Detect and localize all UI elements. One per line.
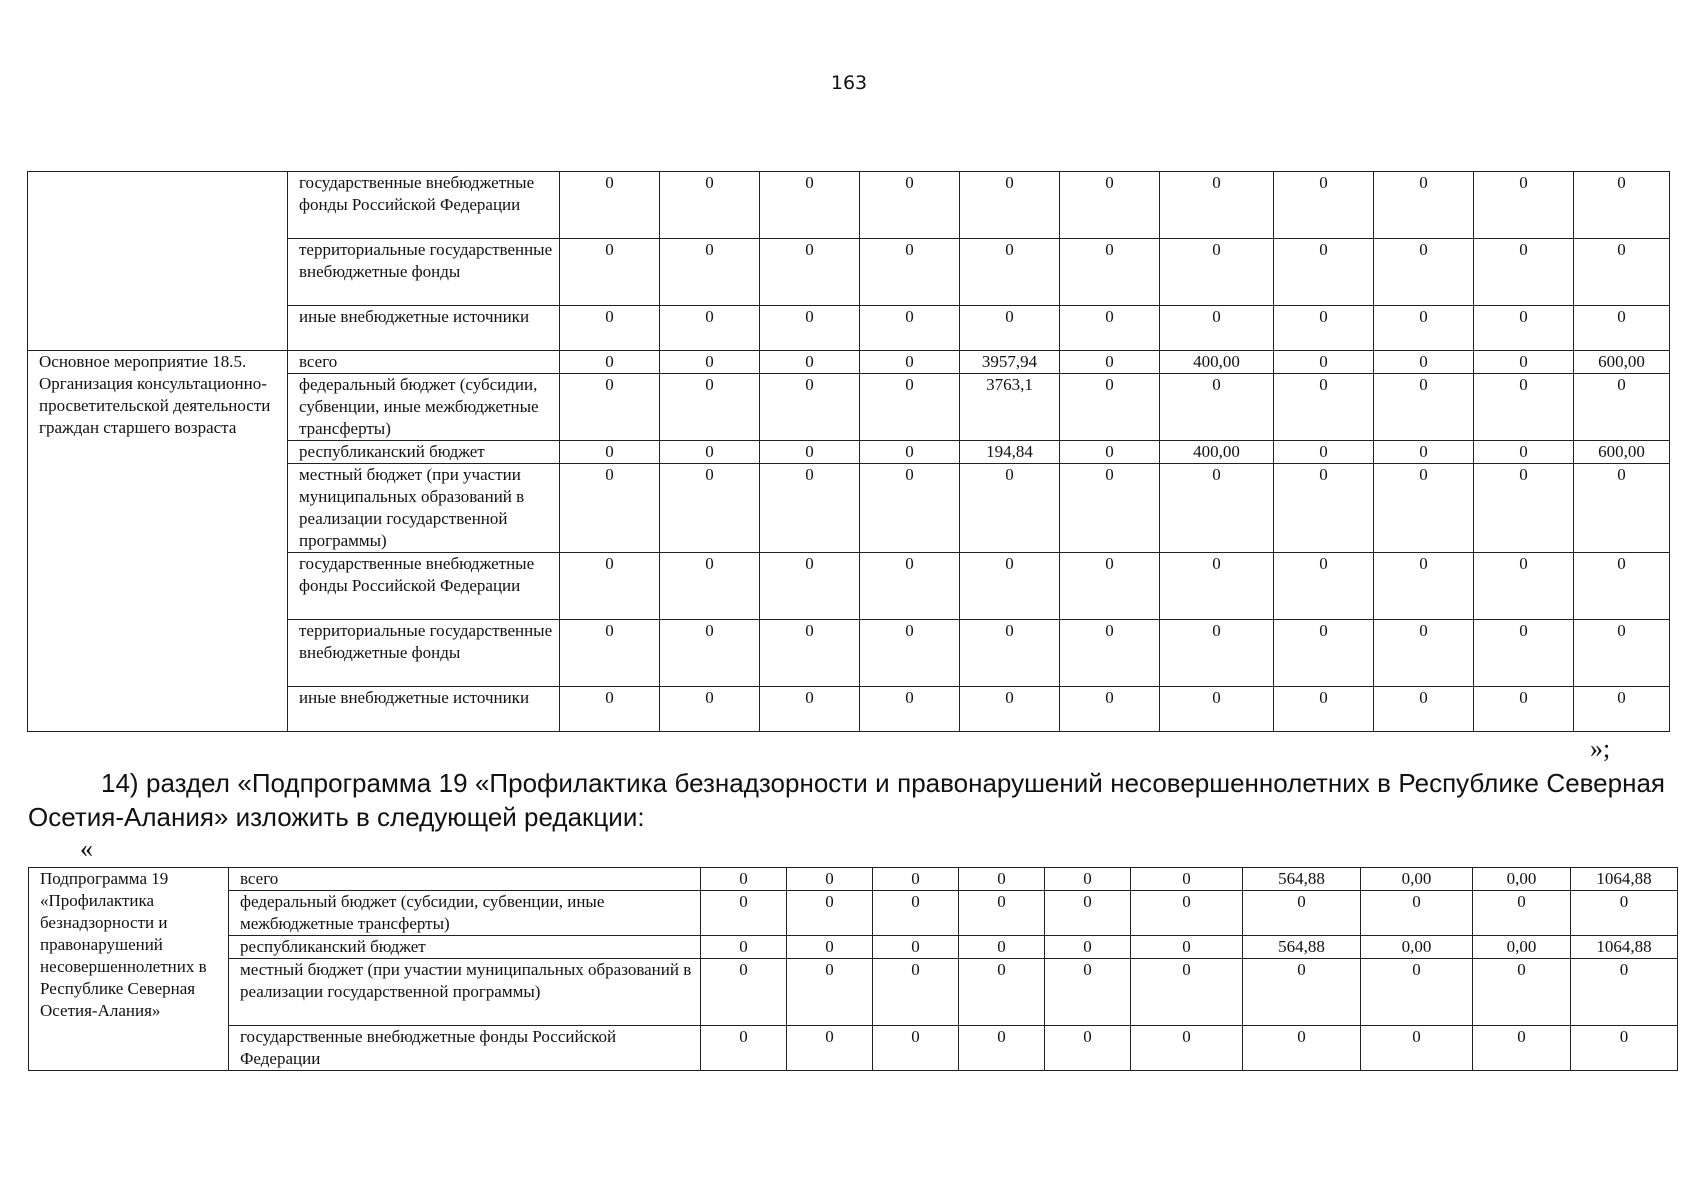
value-cell: 0 (1574, 374, 1670, 441)
value-cell: 0 (1160, 172, 1274, 239)
value-cell: 0 (760, 374, 860, 441)
value-cell: 0 (560, 239, 660, 306)
funding-source-cell: всего (229, 868, 701, 891)
value-cell: 0 (560, 620, 660, 687)
value-cell: 0 (1473, 1026, 1571, 1071)
table-row (29, 868, 1678, 891)
value-cell: 0 (1374, 620, 1474, 687)
table-row (29, 959, 1678, 1026)
funding-source-cell: федеральный бюджет (субсидии, субвенции, иные межбюджетные трансферты) (288, 374, 560, 441)
value-cell: 0 (860, 553, 960, 620)
value-cell: 0 (1574, 172, 1670, 239)
value-cell: 0 (1060, 351, 1160, 374)
value-cell: 0 (1060, 441, 1160, 464)
value-cell: 0 (1060, 306, 1160, 351)
value-cell: 0 (1274, 239, 1374, 306)
empty-title-cell (28, 172, 288, 351)
value-cell: 0 (760, 464, 860, 553)
funding-source-cell: территориальные государственные внебюджетные фонды (288, 239, 560, 306)
value-cell: 0 (1374, 374, 1474, 441)
value-cell: 0 (1274, 351, 1374, 374)
value-cell: 0 (560, 441, 660, 464)
value-cell: 0 (959, 959, 1045, 1026)
value-cell: 0 (787, 959, 873, 1026)
value-cell: 0 (760, 553, 860, 620)
value-cell: 0,00 (1473, 936, 1571, 959)
value-cell: 0 (760, 306, 860, 351)
value-cell: 0 (1474, 239, 1574, 306)
value-cell: 0 (960, 620, 1060, 687)
value-cell: 0 (1060, 172, 1160, 239)
amendment-paragraph: 14) раздел «Подпрограмма 19 «Профилактика безнадзорности и правонарушений несовершеннолетних в Республике Северная Осетия-Алания» изложить в следующей редакции: (28, 768, 1665, 832)
value-cell: 0 (660, 620, 760, 687)
value-cell: 0 (560, 306, 660, 351)
value-cell: 0 (1060, 239, 1160, 306)
value-cell: 0 (960, 687, 1060, 732)
funding-source-cell: федеральный бюджет (субсидии, субвенции, иные межбюджетные трансферты) (229, 891, 701, 936)
value-cell: 0 (1474, 351, 1574, 374)
value-cell: 0 (1374, 464, 1474, 553)
value-cell: 0 (660, 441, 760, 464)
value-cell: 0 (1045, 868, 1131, 891)
value-cell: 0 (1045, 891, 1131, 936)
value-cell: 0 (1274, 464, 1374, 553)
value-cell: 0 (1574, 306, 1670, 351)
value-cell: 0 (1243, 891, 1361, 936)
funding-source-cell: всего (288, 351, 560, 374)
value-cell: 0 (1571, 959, 1678, 1026)
value-cell: 0 (1160, 553, 1274, 620)
funding-source-cell: иные внебюджетные источники (288, 687, 560, 732)
value-cell: 0 (760, 351, 860, 374)
value-cell: 0 (960, 464, 1060, 553)
value-cell: 0 (1131, 868, 1243, 891)
funding-source-cell: государственные внебюджетные фонды Российской Федерации (288, 553, 560, 620)
subprogram-title-cell: Подпрограмма 19 «Профилактика безнадзорности и правонарушений несовершеннолетних в Республике Северная Осетия-Алания» (29, 868, 229, 1071)
funding-source-cell: республиканский бюджет (288, 441, 560, 464)
value-cell: 0 (1474, 620, 1574, 687)
value-cell: 0 (1060, 620, 1160, 687)
value-cell: 0 (960, 172, 1060, 239)
value-cell: 0 (787, 891, 873, 936)
value-cell: 0 (1374, 172, 1474, 239)
value-cell: 0 (1160, 464, 1274, 553)
value-cell: 0,00 (1361, 868, 1473, 891)
value-cell: 0 (1045, 936, 1131, 959)
value-cell: 0 (860, 172, 960, 239)
value-cell: 0 (1274, 553, 1374, 620)
value-cell: 0 (860, 351, 960, 374)
value-cell: 0 (873, 1026, 959, 1071)
value-cell: 0 (873, 936, 959, 959)
value-cell: 0 (1274, 172, 1374, 239)
value-cell: 0 (1474, 553, 1574, 620)
value-cell: 0 (701, 959, 787, 1026)
value-cell: 3957,94 (960, 351, 1060, 374)
value-cell: 0 (560, 553, 660, 620)
value-cell: 0 (1045, 1026, 1131, 1071)
value-cell: 0 (960, 306, 1060, 351)
funding-source-cell: местный бюджет (при участии муниципальных образований в реализации государственной программы) (288, 464, 560, 553)
value-cell: 0 (1131, 891, 1243, 936)
value-cell: 0 (660, 687, 760, 732)
value-cell: 0 (1060, 374, 1160, 441)
value-cell: 0 (701, 891, 787, 936)
value-cell: 0 (787, 1026, 873, 1071)
value-cell: 0 (560, 172, 660, 239)
table-row (29, 1026, 1678, 1071)
value-cell: 0 (560, 464, 660, 553)
table-row (28, 351, 1670, 374)
table-row (28, 172, 1670, 239)
value-cell: 0 (860, 374, 960, 441)
event-title-cell: Основное мероприятие 18.5. Организация консультационно-просветительской деятельности граждан старшего возраста (28, 351, 288, 732)
value-cell: 0 (760, 620, 860, 687)
value-cell: 0 (701, 936, 787, 959)
value-cell: 0 (1131, 959, 1243, 1026)
value-cell: 0 (860, 306, 960, 351)
value-cell: 0 (760, 441, 860, 464)
value-cell: 0 (959, 936, 1045, 959)
value-cell: 0 (787, 936, 873, 959)
value-cell: 0 (1274, 687, 1374, 732)
value-cell: 400,00 (1160, 441, 1274, 464)
opening-quote: « (80, 834, 93, 863)
value-cell: 0 (1374, 687, 1474, 732)
value-cell: 194,84 (960, 441, 1060, 464)
value-cell: 0 (760, 687, 860, 732)
value-cell: 600,00 (1574, 351, 1670, 374)
value-cell: 0 (1574, 553, 1670, 620)
value-cell: 0 (959, 891, 1045, 936)
value-cell: 0 (873, 959, 959, 1026)
value-cell: 0 (660, 351, 760, 374)
value-cell: 0 (660, 306, 760, 351)
page-number: 163 (830, 72, 868, 94)
value-cell: 0 (1374, 351, 1474, 374)
value-cell: 0 (701, 1026, 787, 1071)
value-cell: 0 (1274, 620, 1374, 687)
value-cell: 0 (873, 891, 959, 936)
value-cell: 0 (1361, 891, 1473, 936)
value-cell: 0 (1374, 553, 1474, 620)
funding-table-subprogram-19 (28, 867, 1678, 1071)
value-cell: 0 (1243, 959, 1361, 1026)
value-cell: 0 (1474, 172, 1574, 239)
value-cell: 0 (1574, 687, 1670, 732)
value-cell: 0 (560, 687, 660, 732)
value-cell: 0 (1474, 687, 1574, 732)
value-cell: 564,88 (1243, 868, 1361, 891)
value-cell: 0 (1474, 306, 1574, 351)
value-cell: 0 (660, 239, 760, 306)
value-cell: 0 (1574, 620, 1670, 687)
value-cell: 0 (560, 374, 660, 441)
closing-quote: »; (1590, 734, 1611, 763)
value-cell: 0 (959, 1026, 1045, 1071)
value-cell: 0 (701, 868, 787, 891)
value-cell: 0 (1160, 306, 1274, 351)
value-cell: 0 (959, 868, 1045, 891)
value-cell: 0 (960, 553, 1060, 620)
value-cell: 0 (760, 239, 860, 306)
value-cell: 0 (1131, 1026, 1243, 1071)
value-cell: 0 (1474, 374, 1574, 441)
value-cell: 600,00 (1574, 441, 1670, 464)
value-cell: 0 (1274, 441, 1374, 464)
funding-source-cell: местный бюджет (при участии муниципальных образований в реализации государственной программы) (229, 959, 701, 1026)
funding-source-cell: республиканский бюджет (229, 936, 701, 959)
funding-table-event-18-5 (27, 171, 1670, 732)
value-cell: 0 (860, 239, 960, 306)
value-cell: 0 (760, 172, 860, 239)
value-cell: 0 (1160, 620, 1274, 687)
value-cell: 0 (860, 620, 960, 687)
value-cell: 0 (860, 687, 960, 732)
value-cell: 0 (873, 868, 959, 891)
value-cell: 0 (1160, 687, 1274, 732)
table-row (29, 891, 1678, 936)
value-cell: 0 (860, 441, 960, 464)
value-cell: 0 (1574, 239, 1670, 306)
value-cell: 0 (560, 351, 660, 374)
table-row (29, 936, 1678, 959)
value-cell: 0,00 (1361, 936, 1473, 959)
value-cell: 0 (1274, 306, 1374, 351)
value-cell: 564,88 (1243, 936, 1361, 959)
funding-source-cell: территориальные государственные внебюджетные фонды (288, 620, 560, 687)
value-cell: 0 (1571, 1026, 1678, 1071)
value-cell: 0 (1574, 464, 1670, 553)
value-cell: 0 (860, 464, 960, 553)
value-cell: 0 (1473, 959, 1571, 1026)
value-cell: 1064,88 (1571, 936, 1678, 959)
value-cell: 0 (1160, 239, 1274, 306)
value-cell: 0 (660, 464, 760, 553)
value-cell: 0 (1474, 464, 1574, 553)
funding-source-cell: государственные внебюджетные фонды Российской Федерации (288, 172, 560, 239)
value-cell: 0 (1361, 959, 1473, 1026)
value-cell: 0 (1374, 441, 1474, 464)
value-cell: 0,00 (1473, 868, 1571, 891)
funding-source-cell: государственные внебюджетные фонды Российской Федерации (229, 1026, 701, 1071)
value-cell: 0 (1474, 441, 1574, 464)
value-cell: 0 (660, 553, 760, 620)
value-cell: 0 (1473, 891, 1571, 936)
value-cell: 0 (660, 374, 760, 441)
value-cell: 0 (1361, 1026, 1473, 1071)
value-cell: 0 (1045, 959, 1131, 1026)
value-cell: 0 (1243, 1026, 1361, 1071)
value-cell: 0 (1160, 374, 1274, 441)
value-cell: 0 (787, 868, 873, 891)
value-cell: 0 (660, 172, 760, 239)
value-cell: 0 (1374, 306, 1474, 351)
value-cell: 0 (960, 239, 1060, 306)
value-cell: 0 (1060, 464, 1160, 553)
value-cell: 1064,88 (1571, 868, 1678, 891)
value-cell: 0 (1060, 553, 1160, 620)
value-cell: 400,00 (1160, 351, 1274, 374)
value-cell: 0 (1274, 374, 1374, 441)
value-cell: 0 (1131, 936, 1243, 959)
value-cell: 0 (1060, 687, 1160, 732)
value-cell: 3763,1 (960, 374, 1060, 441)
value-cell: 0 (1571, 891, 1678, 936)
funding-source-cell: иные внебюджетные источники (288, 306, 560, 351)
value-cell: 0 (1374, 239, 1474, 306)
